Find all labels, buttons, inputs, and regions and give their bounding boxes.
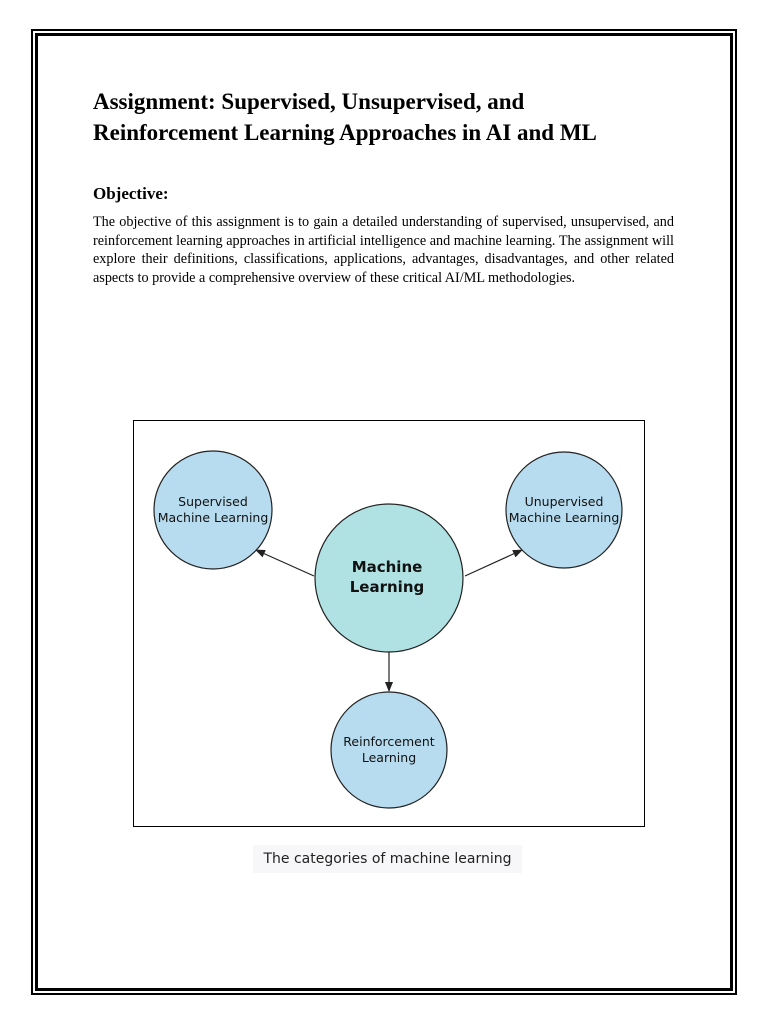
supervised-label-line-1: Supervised <box>178 494 248 509</box>
center-label-line-2: Learning <box>349 578 425 596</box>
reinforcement-label-line-2: Learning <box>361 750 417 765</box>
diagram-svg <box>134 421 644 826</box>
title-line-1: Assignment: Supervised, Unsupervised, and <box>93 89 525 114</box>
diagram-caption: The categories of machine learning <box>253 845 522 873</box>
ml-categories-diagram <box>133 420 645 827</box>
title-line-2: Reinforcement Learning Approaches in AI and ML <box>93 120 597 145</box>
supervised-label-line-2: Machine Learning <box>157 510 269 525</box>
assignment-title <box>93 86 693 148</box>
objective-heading: Objective: <box>93 184 169 203</box>
arrow-to-unsupervised <box>465 550 522 576</box>
unsupervised-label-line-2: Machine Learning <box>508 510 620 525</box>
arrow-to-supervised <box>256 550 314 576</box>
unsupervised-label-line-1: Unupervised <box>524 494 604 509</box>
reinforcement-label-line-1: Reinforcement <box>343 734 435 749</box>
objective-paragraph: The objective of this assignment is to gain a detailed understanding of supervised, unsupervised, and reinforcement learning approaches in artificial intelligence and machine learning. The assignment will explore their definitions, classifications, applications, advantages, disadvantages, and other related aspects to provide a comprehensive overview of these critical AI/ML methodologies. <box>93 214 674 286</box>
center-label-line-1: Machine <box>351 558 423 576</box>
